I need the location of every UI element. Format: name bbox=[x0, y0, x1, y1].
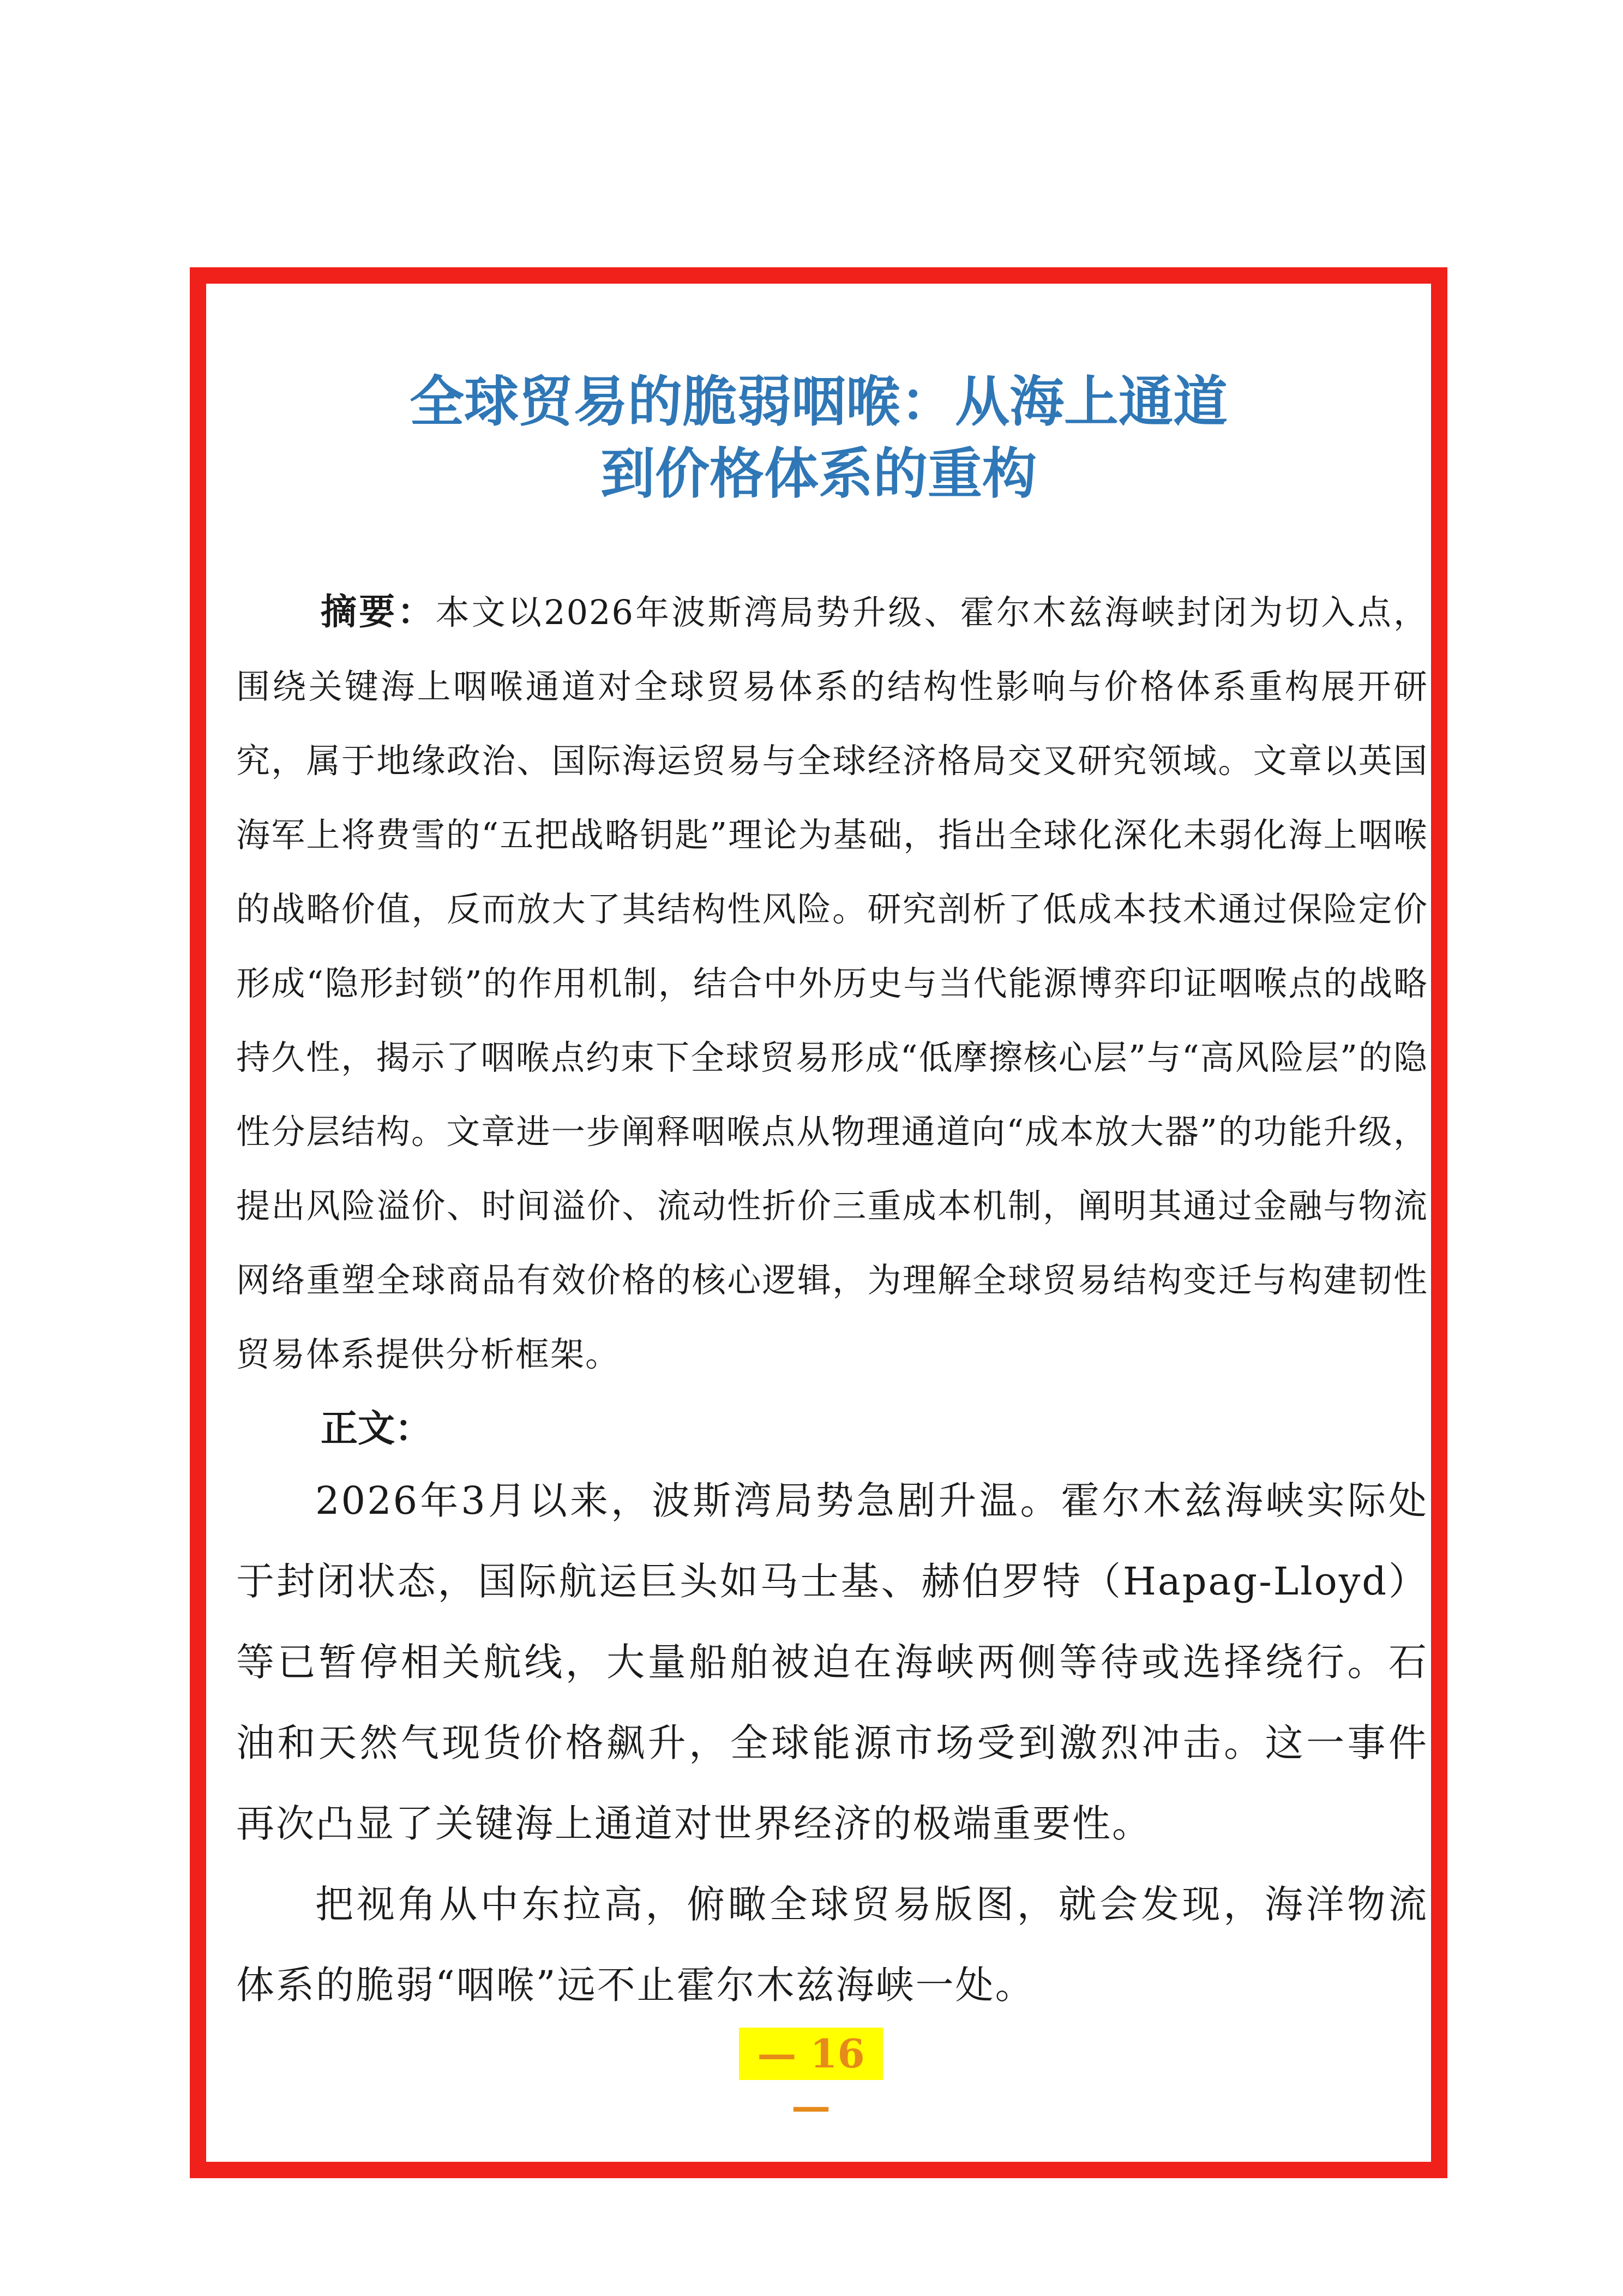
body-heading: 正文： bbox=[321, 1407, 432, 1450]
article-title-line-2: 到价格体系的重构 bbox=[600, 441, 1037, 506]
article-title-line-1: 全球贸易的脆弱咽喉：从海上通道 bbox=[410, 369, 1228, 434]
page-number: — 16 — bbox=[739, 2028, 883, 2080]
abstract-text: 本文以2026年波斯湾局势升级、霍尔木兹海峡封闭为切入点，围绕关键海上咽喉通道对全球贸易体系的结构性影响与价格体系重构展开研究，属于地缘政治、国际海运贸易与全球经济格局交叉研究领域。文章以英国海军上将费雪的“五把战略钥匙”理论为基础，指出全球化深化未弱化海上咽喉的战略价值，反而放大了其结构性风险。研究剖析了低成本技术通过保险定价形成“隐形封锁”的作用机制，结合中外历史与当代能源博弈印证咽喉点的战略持久性，揭示了咽喉点约束下全球贸易形成“低摩擦核心层”与“高风险层”的隐性分层结构。文章进一步阐释咽喉点从物理通道向“成本放大器”的功能升级，提出风险溢价、时间溢价、流动性折价三重成本机制，阐明其通过金融与物流网络重塑全球商品有效价格的核心逻辑，为理解全球贸易结构变迁与构建韧性贸易体系提供分析框架。 bbox=[236, 592, 1428, 1374]
page-frame bbox=[190, 267, 1447, 2178]
article-title bbox=[206, 365, 1431, 509]
body-text bbox=[236, 1460, 1428, 2025]
abstract-label: 摘要： bbox=[321, 591, 436, 633]
abstract-paragraph bbox=[236, 575, 1428, 1392]
body-paragraph: 2026年3月以来，波斯湾局势急剧升温。霍尔木兹海峡实际处于封闭状态，国际航运巨头如马士基、赫伯罗特（Hapag-Lloyd）等已暂停相关航线，大量船舶被迫在海峡两侧等待或选择绕行。石油和天然气现货价格飙升，全球能源市场受到激烈冲击。这一事件再次凸显了关键海上通道对世界经济的极端重要性。 bbox=[236, 1478, 1428, 1846]
body-paragraph: 把视角从中东拉高，俯瞰全球贸易版图，就会发现，海洋物流体系的脆弱“咽喉”远不止霍尔木兹海峡一处。 bbox=[236, 1882, 1428, 2007]
